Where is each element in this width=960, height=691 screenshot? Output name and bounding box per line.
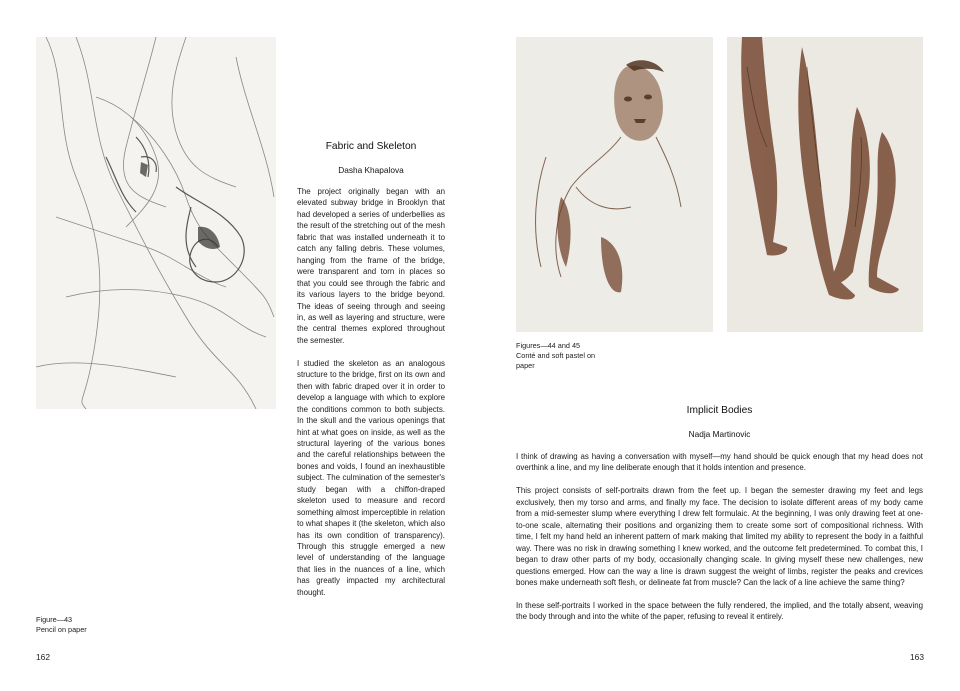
fabric-skeleton-body <box>297 186 445 610</box>
implicit-bodies-paragraph-2: This project consists of self-portraits drawn from the feet up. I began the semester drawing my feet and legs exclusively, then my torso and arms, and finally my face. The decision to isolate different areas of my body came from a mid-semester slump where everything I drew felt formulaic. At the beginning, I was only drawing feet at one-to-one scale, alternating their positions and organizing them to create some sort of compositional richness. With time, I felt my hand held an inherent pattern of mark making that limited my ability to represent the body in a faithful way. There was no risk in drawing something I knew worked, and the outcome felt predetermined. To combat this, I began to draw other parts of my body, occasionally changing scale. In giving myself these new challenges, new questions emerged. How can the way a line is drawn suggest the weight of limbs, register the peaks and crevices bones make underneath soft flesh, or delineate fat from muscle? Can the lack of a line achieve the same thing? <box>516 486 923 587</box>
figures-44-45-medium: Conté and soft pastel on paper <box>516 351 596 370</box>
figure-43-number: Figure—43 <box>36 615 73 624</box>
implicit-bodies-author: Nadja Martinovic <box>688 429 751 439</box>
fabric-skeleton-paragraph-1: The project originally began with an elevated subway bridge in Brooklyn that had developed a series of underbellies as the result of the stretching out of the mesh fabric that was installed underneath it to catch any falling debris. These volumes, hanging from the frame of the bridge, were transparent and torn in places so that you could see through the fabric and its various layers to the bridge beyond. The ideas of seeing through and seeing in, as well as layering and structure, were the central themes explored throughout the semester. <box>297 187 445 345</box>
figure-43-caption <box>36 615 156 635</box>
fabric-skeleton-paragraph-2: I studied the skeleton as an analogous structure to the bridge, first on its own and then with fabric draped over it in order to develop a language with which to explore the conditions common to both subjects. In the skull and the various openings that hint at what goes on inside, as well as the structural layering of the various bones and the careful relationships between the bones and voids, I found an inexhaustible subject. The culmination of the semester's study began with a chiffon-draped skeleton used to measure and record something almost imperceptible in relation to what shapes it (the skeleton, which also has its own condition of transparency). Through this struggle emerged a new level of understanding of the language that lies in the nuances of a line, which has greatly impacted my architectural thought. <box>297 358 445 597</box>
page-number-left: 162 <box>36 652 50 662</box>
implicit-bodies-paragraph-3: In these self-portraits I worked in the space between the fully rendered, the implied, and the totally absent, weaving the body through and into the white of the paper, refusing to reveal it entirely. <box>516 600 923 622</box>
page-number-right: 163 <box>910 652 924 662</box>
figures-44-45-caption <box>516 341 608 371</box>
implicit-bodies-body <box>516 451 923 634</box>
figure-44-torso-portrait <box>516 37 713 332</box>
figure-43-pencil-drawing <box>36 37 276 409</box>
figure-43-medium: Pencil on paper <box>36 625 87 634</box>
fabric-skeleton-author: Dasha Khapalova <box>338 165 404 175</box>
figure-45-legs-portrait <box>727 37 923 332</box>
fabric-skeleton-title: Fabric and Skeleton <box>325 141 417 152</box>
implicit-bodies-paragraph-1: I think of drawing as having a conversation with myself—my hand should be quick enough that my head does not overthink a line, and my line deliberate enough that it holds intention and presence. <box>516 452 923 473</box>
figures-44-45-number: Figures—44 and 45 <box>516 341 581 350</box>
implicit-bodies-title: Implicit Bodies <box>686 405 753 416</box>
